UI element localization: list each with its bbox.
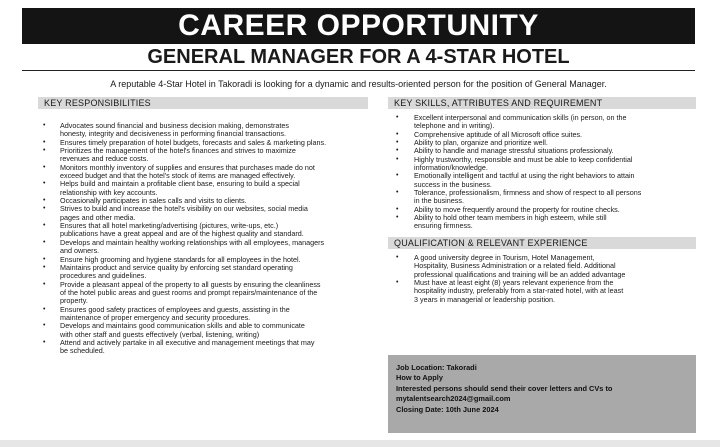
qualification-item-line: hospitality industry, preferably from a star-rated hotel, with at least	[414, 286, 624, 296]
bullet-icon: •	[396, 172, 399, 180]
responsibilities-item	[38, 180, 368, 197]
responsibilities-item-line: and owners.	[60, 246, 100, 256]
responsibilities-heading: KEY RESPONSIBILITIES	[38, 97, 368, 109]
skills-item-line: success in the business.	[414, 179, 492, 189]
skills-item-line: telephone and in writing).	[414, 121, 495, 131]
skills-list	[388, 114, 696, 231]
qualification-item-line: 3 years in managerial or leadership position.	[414, 294, 556, 304]
qualification-heading: QUALIFICATION & RELEVANT EXPERIENCE	[388, 237, 696, 249]
responsibilities-item-line: Ensures that all hotel marketing/advertising (pictures, write-ups, etc.)	[60, 221, 279, 231]
bullet-icon: •	[396, 253, 399, 261]
skills-item-line: in the business.	[414, 196, 464, 206]
qualification-item-line: Must have at least eight (8) years relevant experience from the	[414, 277, 614, 287]
skills-item-line: Ability to plan, organize and prioritize well.	[414, 138, 548, 148]
skills-item-line: Comprehensive aptitude of all Microsoft office suites.	[414, 129, 583, 139]
responsibilities-item	[38, 222, 368, 239]
responsibilities-item-line: revenues and reduce costs.	[60, 154, 149, 164]
footer-strip	[0, 440, 720, 447]
bullet-icon: •	[43, 305, 46, 313]
qualification-item	[388, 279, 696, 304]
responsibilities-item	[38, 205, 368, 222]
bullet-icon: •	[396, 205, 399, 213]
responsibilities-item-line: pages and other media.	[60, 212, 136, 222]
bullet-icon: •	[43, 338, 46, 346]
bullet-icon: •	[396, 189, 399, 197]
responsibilities-item-line: Attend and actively partake in all executive and management meetings that may	[60, 337, 315, 347]
skills-item	[388, 114, 696, 131]
bullet-icon: •	[43, 180, 46, 188]
qualification-item	[388, 254, 696, 279]
responsibilities-item-line: maintenance of proper emergency and security procedures.	[60, 312, 251, 322]
skills-item-line: Ability to hold other team members in high esteem, while still	[414, 213, 607, 223]
responsibilities-item-line: Occasionally participates in sales calls and visits to clients.	[60, 196, 247, 206]
responsibilities-item	[38, 264, 368, 281]
bullet-icon: •	[43, 238, 46, 246]
bullet-icon: •	[43, 322, 46, 330]
responsibilities-item-line: Ensure high grooming and hygiene standards for all employees in the hotel.	[60, 254, 301, 264]
bullet-icon: •	[396, 214, 399, 222]
responsibilities-item-line: Monitors monthly inventory of supplies and ensures that purchases made do not	[60, 162, 315, 172]
application-email[interactable]: mytalentsearch2024@gmail.com	[396, 394, 511, 404]
bullet-icon: •	[43, 255, 46, 263]
responsibilities-item-line: Ensures timely preparation of hotel budgets, forecasts and sales & marketing plans.	[60, 137, 327, 147]
skills-section	[388, 97, 696, 304]
skills-item-line: Ability to handle and manage stressful situations professionaly.	[414, 146, 614, 156]
skills-item-line: Highly trustworthy, responsible and must be able to keep confidential	[414, 154, 633, 164]
responsibilities-item-line: of the hotel public areas and guest rooms and prompt repairs/maintenance of the	[60, 287, 318, 297]
skills-item-line: Emotionally intelligent and tactful at using the right behaviors to attain	[414, 171, 635, 181]
responsibilities-item	[38, 164, 368, 181]
bullet-icon: •	[396, 147, 399, 155]
responsibilities-item-line: procedures and guidelines.	[60, 271, 147, 281]
bullet-icon: •	[396, 155, 399, 163]
skills-item-line: ensuring firmness.	[414, 221, 473, 231]
intro-text: A reputable 4-Star Hotel in Takoradi is looking for a dynamic and results-oriented person for the position of General Manager.	[110, 79, 607, 89]
skills-item-line: Ability to move frequently around the property for routine checks.	[414, 204, 620, 214]
skills-item	[388, 172, 696, 189]
skills-heading: KEY SKILLS, ATTRIBUTES AND REQUIREMENT	[388, 97, 696, 109]
bullet-icon: •	[43, 122, 46, 129]
qualification-item-line: A good university degree in Tourism, Hotel Management,	[414, 252, 595, 262]
responsibilities-item-line: Helps build and maintain a profitable client base, ensuring to build a special	[60, 179, 300, 189]
skills-item-line: Excellent interpersonal and communication skills (in person, on the	[414, 113, 627, 122]
how-to-apply-label: How to Apply	[396, 373, 443, 383]
responsibilities-item-line: exceed budget and that the hotel's stock of items are managed effectively.	[60, 171, 296, 181]
responsibilities-item-line: Advocates sound financial and business decision making, demonstrates	[60, 121, 289, 130]
bullet-icon: •	[43, 205, 46, 213]
skills-item	[388, 156, 696, 173]
skills-item	[388, 214, 696, 231]
application-instruction: Interested persons should send their cover letters and CVs to	[396, 383, 613, 393]
job-title: GENERAL MANAGER FOR A 4-STAR HOTEL	[22, 44, 695, 71]
responsibilities-section	[38, 97, 368, 356]
responsibilities-item-line: with other staff and guests effectively (verbal, listening, writing)	[60, 329, 260, 339]
qualification-list	[388, 254, 696, 304]
responsibilities-item-line: publications have a great appeal and are of the highest quality and standard.	[60, 229, 304, 239]
bullet-icon: •	[43, 222, 46, 230]
responsibilities-item	[38, 147, 368, 164]
bullet-icon: •	[43, 138, 46, 146]
responsibilities-item-line: property.	[60, 296, 88, 306]
bullet-icon: •	[43, 163, 46, 171]
page-title-banner: CAREER OPPORTUNITY	[22, 8, 695, 44]
job-location: Job Location: Takoradi	[396, 363, 477, 372]
skills-item	[388, 189, 696, 206]
responsibilities-item	[38, 239, 368, 256]
responsibilities-item-line: be scheduled.	[60, 346, 105, 356]
bullet-icon: •	[396, 114, 399, 121]
qualification-item-line: professional qualifications and training will be an added advantage	[414, 269, 626, 279]
responsibilities-item	[38, 306, 368, 323]
responsibilities-item-line: honesty, integrity and decisiveness in performing financial transactions.	[60, 129, 286, 139]
bullet-icon: •	[43, 197, 46, 205]
responsibilities-item-line: Ensures good safety practices of employees and guests, assisting in the	[60, 304, 290, 314]
responsibilities-item-line: Prioritizes the management of the hotel's finances and strives to maximize	[60, 146, 296, 156]
bullet-icon: •	[396, 278, 399, 286]
bullet-icon: •	[396, 139, 399, 147]
closing-date: Closing Date: 10th June 2024	[396, 404, 499, 414]
responsibilities-item-line: Maintains product and service quality by enforcing set standard operating	[60, 262, 293, 272]
bullet-icon: •	[43, 263, 46, 271]
bullet-icon: •	[43, 147, 46, 155]
responsibilities-item-line: Develops and maintain healthy working relationships with all employees, managers	[60, 237, 325, 247]
skills-item-line: information/knowledge.	[414, 163, 488, 173]
responsibilities-list	[38, 122, 368, 356]
responsibilities-item-line: Strives to build and increase the hotel's visibility on our websites, social media	[60, 204, 308, 214]
responsibilities-item	[38, 339, 368, 356]
responsibilities-item	[38, 281, 368, 306]
responsibilities-item	[38, 122, 368, 139]
skills-item-line: Tolerance, professionalism, firmness and show of respect to all persons	[414, 188, 642, 198]
bullet-icon: •	[396, 130, 399, 138]
bullet-icon: •	[43, 280, 46, 288]
responsibilities-item-line: relationship with key accounts.	[60, 187, 158, 197]
responsibilities-item	[38, 322, 368, 339]
responsibilities-item-line: Provide a pleasant appeal of the property to all guests by ensuring the cleanliness	[60, 279, 321, 289]
qualification-item-line: Hospitality, Business Administration or a related field. Additional	[414, 261, 616, 271]
application-box	[388, 355, 696, 433]
responsibilities-item-line: Develops and maintains good communication skills and able to communicate	[60, 321, 305, 331]
